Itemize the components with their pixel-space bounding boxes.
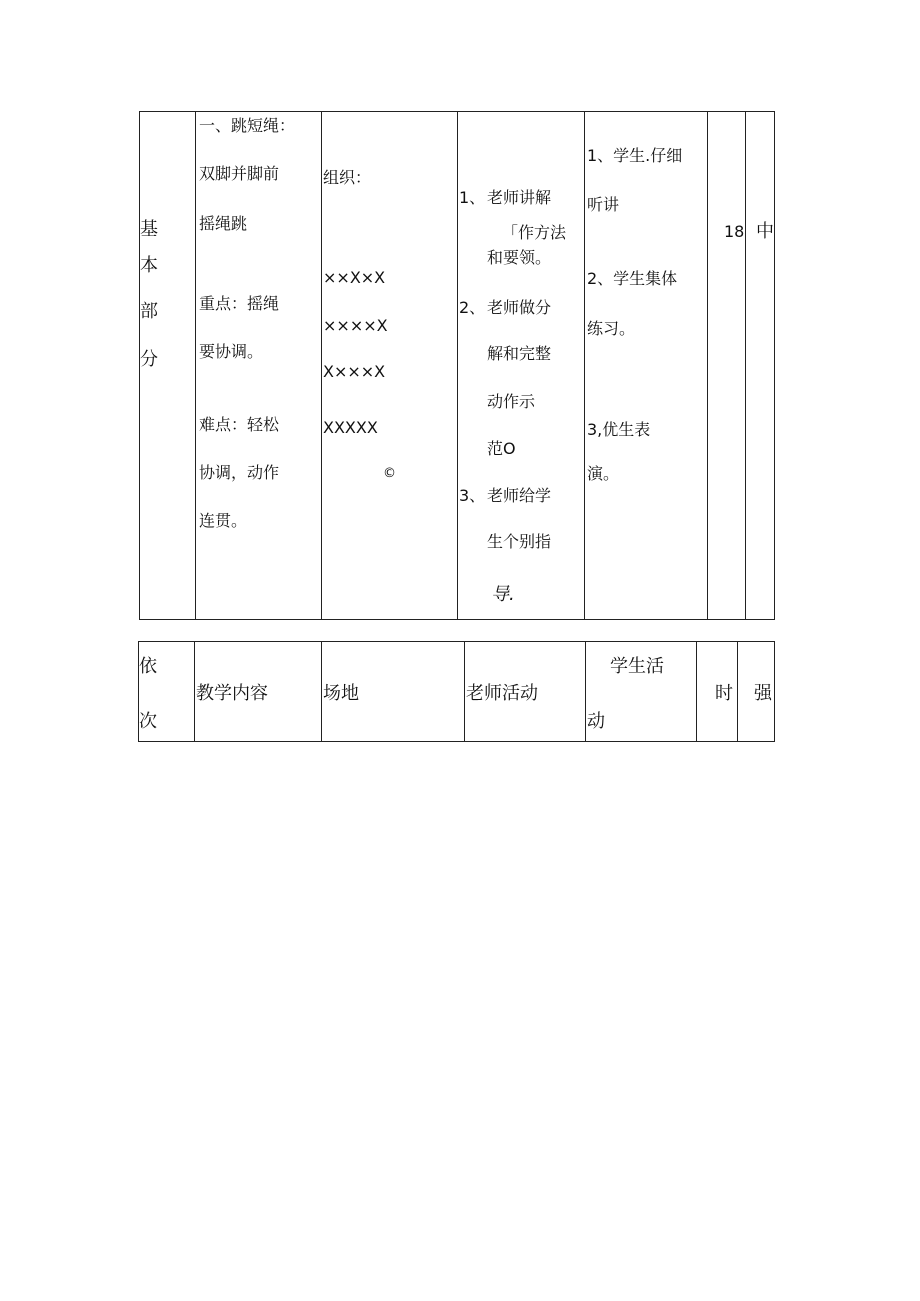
venue-label: 组织： [323, 168, 372, 187]
table2-bottom-border [138, 741, 775, 742]
student-activity: 练习。 [587, 319, 636, 338]
teacher-step-text: 范O [487, 439, 516, 458]
table2-col-border [464, 641, 465, 742]
table2-top-border [138, 641, 775, 642]
section-char: 本 [140, 255, 158, 276]
table1-col-border [457, 111, 458, 620]
teacher-step-text: 老师给学 [487, 486, 552, 505]
teacher-step-number: 3、 [459, 486, 486, 505]
table2-col-border [585, 641, 586, 742]
teacher-step-text: 导. [491, 584, 515, 605]
header-time: 时 [715, 683, 733, 704]
header-student-activity: 学生活 [610, 656, 664, 677]
header-order: 次 [139, 711, 157, 732]
table1-col-border [745, 111, 746, 620]
teacher-position-mark: © [383, 466, 396, 481]
table1-col-border [584, 111, 585, 620]
section-char: 部 [140, 301, 158, 322]
content-key-point: 要协调。 [199, 342, 264, 361]
table2-col-border [194, 641, 195, 742]
teacher-step-text: 生个别指 [487, 532, 552, 551]
content-key-point: 重点：摇绳 [199, 294, 280, 313]
teacher-step-text: 和要领。 [487, 248, 552, 267]
section-char: 分 [140, 349, 158, 370]
teacher-step-text: 动作示 [487, 392, 536, 411]
content-difficulty: 连贯。 [199, 511, 248, 530]
time-minutes: 18 [724, 222, 745, 241]
content-difficulty: 难点：轻松 [199, 415, 280, 434]
header-venue: 场地 [323, 683, 359, 704]
teacher-step-text: 解和完整 [487, 344, 552, 363]
table2-col-border [696, 641, 697, 742]
header-intensity: 强 [754, 683, 772, 704]
content-text: 摇绳跳 [199, 214, 248, 233]
table1-col-border [707, 111, 708, 620]
header-order: 依 [139, 656, 157, 677]
table1-col-border [774, 111, 775, 620]
teacher-step-text: 老师做分 [487, 298, 552, 317]
student-activity: 1、学生.仔细 [587, 146, 683, 165]
table1-col-border [321, 111, 322, 620]
table2-col-border [774, 641, 775, 742]
teacher-step-text: 老师讲解 [487, 188, 552, 207]
section-char: 基 [140, 219, 158, 240]
teacher-step-text: 「作方法 [502, 223, 567, 242]
formation-row: ××X×X [323, 268, 386, 287]
intensity-value: 中 [756, 221, 774, 242]
student-activity: 3,优生表 [587, 420, 651, 439]
formation-row: ××××X [323, 316, 388, 335]
table2-col-border [737, 641, 738, 742]
content-difficulty: 协调，动作 [199, 463, 280, 482]
content-text: 双脚并脚前 [199, 164, 280, 183]
formation-row: XXXXX [323, 418, 378, 437]
header-teacher-activity: 老师活动 [466, 683, 538, 704]
student-activity: 2、学生集体 [587, 269, 678, 288]
student-activity: 听讲 [587, 195, 620, 214]
table2-col-border [321, 641, 322, 742]
table1-col-border [195, 111, 196, 620]
header-teaching-content: 教学内容 [196, 683, 268, 704]
header-student-activity: 动 [587, 711, 605, 732]
student-activity: 演。 [587, 464, 620, 483]
formation-row: X×××X [323, 362, 386, 381]
content-text: 一、跳短绳： [199, 116, 296, 135]
teacher-step-number: 2、 [459, 298, 486, 317]
teacher-step-number: 1、 [459, 188, 486, 207]
